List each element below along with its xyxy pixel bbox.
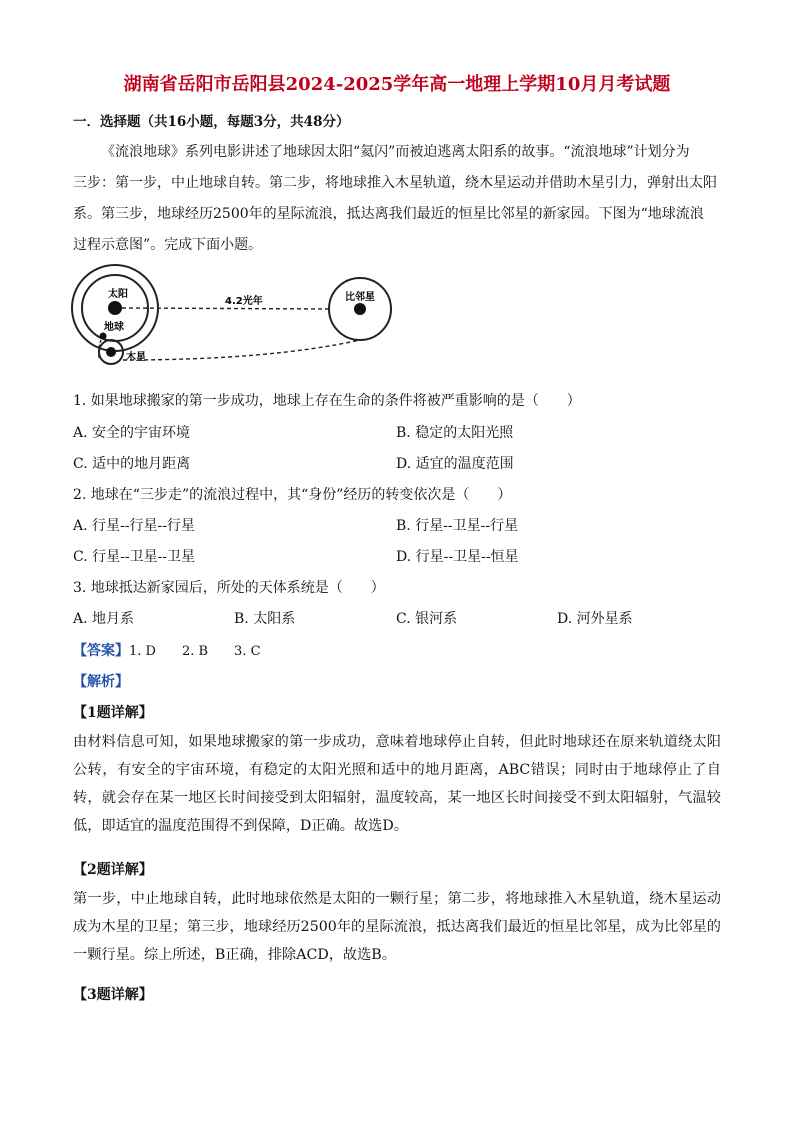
question-1-option-b[interactable]: B. 稳定的太阳光照 (396, 425, 514, 441)
detail-1-label: 【1题详解】 (73, 705, 153, 721)
question-3-option-b[interactable]: B. 太阳系 (234, 611, 296, 627)
analysis-label: 【解析】 (73, 674, 129, 690)
sun-label: 太阳 (108, 289, 128, 300)
question-2-option-d[interactable]: D. 行星--卫星--恒星 (396, 549, 519, 565)
section-heading: 一．选择题（共16小题，每题3分，共48分） (73, 114, 350, 130)
question-2-stem: 2. 地球在“三步走”的流浪过程中，其“身份”经历的转变依次是（ ） (73, 487, 512, 503)
question-2-option-a[interactable]: A. 行星--行星--行星 (73, 518, 195, 534)
question-3-option-a[interactable]: A. 地月系 (73, 611, 135, 627)
detail-2-label: 【2题详解】 (73, 862, 153, 878)
proxima-label: 比邻星 (345, 292, 375, 303)
question-3-stem: 3. 地球抵达新家园后，所处的天体系统是（ ） (73, 580, 385, 596)
detail-3-label: 【3题详解】 (73, 987, 153, 1003)
question-1-stem: 1. 如果地球搬家的第一步成功，地球上存在生命的条件将被严重影响的是（ ） (73, 393, 581, 409)
intro-line-2: 三步：第一步，中止地球自转。第二步，将地球推入木星轨道，绕木星运动并借助木星引力，弹射出太阳 (73, 175, 717, 191)
distance-label: 4.2光年 (225, 296, 263, 307)
question-3-option-c[interactable]: C. 银河系 (396, 611, 458, 627)
page-title: 湖南省岳阳市岳阳县2024-2025学年高一地理上学期10月月考试题 (123, 74, 671, 95)
intro-line-1: 《流浪地球》系列电影讲述了地球因太阳“氦闪”而被迫逃离太阳系的故事。“流浪地球”计划分为 (101, 144, 690, 160)
question-2-option-b[interactable]: B. 行星--卫星--行星 (396, 518, 519, 534)
question-1-option-c[interactable]: C. 适中的地月距离 (73, 456, 191, 472)
earth-label: 地球 (104, 322, 124, 333)
earth-dot (100, 333, 107, 340)
question-3-option-d[interactable]: D. 河外星系 (557, 611, 633, 627)
detail-2-text: 第一步，中止地球自转，此时地球依然是太阳的一颗行星；第二步，将地球推入木星轨道，绕木星运动成为木星的卫星；第三步，地球经历2500年的星际流浪，抵达离我们最近的恒星比邻星，成为比邻星的一颗行星。综上所述，B正确，排除ACD，故选B。 (73, 891, 721, 963)
answer-text: 1. D 2. B 3. C (129, 644, 261, 659)
sun-dot (108, 301, 122, 315)
answer-label: 【答案】 (73, 643, 129, 659)
intro-line-3: 系。第三步，地球经历2500年的星际流浪，抵达离我们最近的恒星比邻星的新家园。下图为“地球流浪 (73, 206, 704, 222)
intro-line-4: 过程示意图”。完成下面小题。 (73, 237, 263, 253)
question-2-option-c[interactable]: C. 行星--卫星--卫星 (73, 549, 196, 565)
question-1-option-a[interactable]: A. 安全的宇宙环境 (73, 425, 191, 441)
answer-line (73, 640, 261, 660)
slingshot-path (123, 340, 360, 360)
earth-wandering-diagram (70, 262, 410, 372)
jupiter-dot (106, 347, 116, 357)
distance-line (122, 308, 329, 309)
jupiter-label: 木星 (126, 352, 146, 363)
detail-1-text: 由材料信息可知，如果地球搬家的第一步成功，意味着地球停止自转，但此时地球还在原来轨道绕太阳公转，有安全的宇宙环境，有稳定的太阳光照和适中的地月距离，ABC错误；同时由于地球停止了自转，就会存在某一地区长时间接受到太阳辐射，温度较高，某一地区长时间接受不到太阳辐射，气温较低，即适宜的温度范围得不到保障，D正确。故选D。 (73, 734, 721, 834)
proxima-dot (354, 303, 366, 315)
question-1-option-d[interactable]: D. 适宜的温度范围 (396, 456, 514, 472)
